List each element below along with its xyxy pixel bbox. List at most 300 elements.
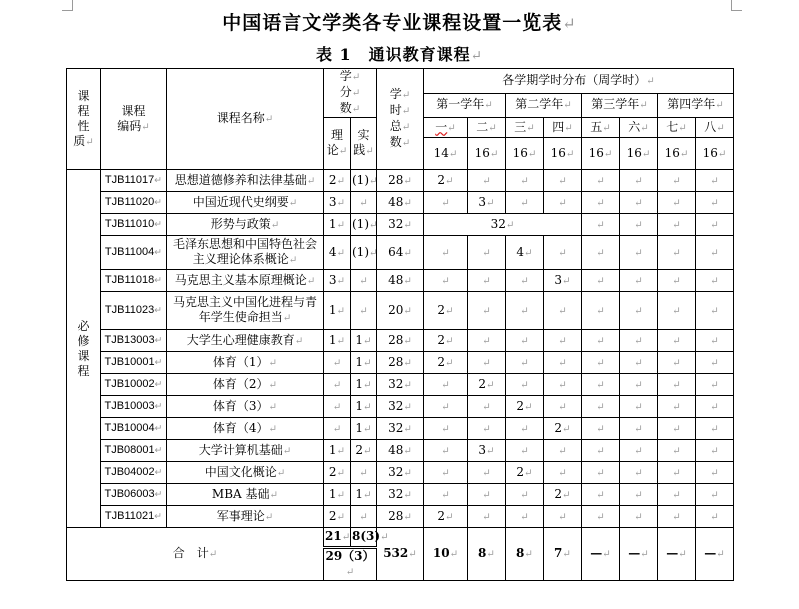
- semester-hours: [544, 352, 582, 374]
- semester-hours: [506, 484, 544, 506]
- course-name-text: MBA 基础: [211, 486, 270, 501]
- total-semester-hours-text: —: [704, 546, 717, 560]
- total-semester-hours: [696, 528, 734, 581]
- course-name-text: 大学生心理健康教育: [186, 332, 295, 347]
- credit-practice-text: (1): [352, 244, 369, 259]
- course-code: [101, 374, 167, 396]
- total-credit-practice-text: 8(3): [352, 529, 381, 543]
- semester-hours: [506, 440, 544, 462]
- semester-hours: [544, 292, 582, 330]
- semester-hours: [468, 484, 506, 506]
- header-semester: 四 ↵: [544, 118, 582, 138]
- semester-hours: [468, 270, 506, 292]
- semester-hours: [696, 396, 734, 418]
- header-nature: 课 程 性 质 ↵: [67, 69, 101, 170]
- semester-hours: [658, 506, 696, 528]
- credit-practice: [351, 236, 377, 270]
- total-semester-hours-text: —: [666, 546, 679, 560]
- total-hours-text: 32: [388, 420, 404, 435]
- semester-hours-text: 2: [516, 464, 525, 479]
- semester-hours: [468, 418, 506, 440]
- course-code-text: TJB06003: [104, 488, 155, 500]
- credit-practice: [351, 462, 377, 484]
- header-year-1: 第一学年 ↵: [424, 93, 506, 118]
- semester-hours: [620, 462, 658, 484]
- course-code: [101, 236, 167, 270]
- semester-hours: [424, 418, 468, 440]
- total-hours: [377, 506, 424, 528]
- credit-theory: [324, 374, 351, 396]
- course-code-text: TJB11004: [104, 246, 155, 258]
- total-hours-text: 28: [388, 172, 404, 187]
- header-weeks: 16 ↵: [544, 138, 582, 170]
- credit-practice: [351, 192, 377, 214]
- semester-hours: [620, 236, 658, 270]
- semester-hours: [582, 170, 620, 192]
- course-code-text: TJB11020: [104, 196, 155, 208]
- course-row: [67, 374, 773, 396]
- header-course-name: 课程名称 ↵: [167, 69, 324, 170]
- course-code: [101, 270, 167, 292]
- course-code: [101, 418, 167, 440]
- semester-hours: [658, 214, 696, 236]
- semester-hours: [582, 214, 620, 236]
- course-code-text: TJB11010: [104, 218, 155, 230]
- semester-hours: [544, 330, 582, 352]
- total-credit-theory: [324, 528, 351, 548]
- semester-hours: [696, 440, 734, 462]
- semester-hours: [544, 374, 582, 396]
- credit-theory: [324, 292, 351, 330]
- semester-hours-text: 2: [437, 172, 446, 187]
- credit-theory: [324, 484, 351, 506]
- credit-theory: [324, 236, 351, 270]
- course-code: [101, 352, 167, 374]
- credit-theory: [324, 214, 351, 236]
- course-code: [101, 170, 167, 192]
- total-semester-hours: [506, 528, 544, 581]
- semester-hours: [424, 506, 468, 528]
- credit-theory-text: 1: [328, 332, 337, 347]
- credit-practice: [351, 506, 377, 528]
- total-semester-hours-text: 8: [516, 546, 525, 560]
- caption-text: 表 1 通识教育课程: [315, 45, 471, 64]
- total-semester-hours: [620, 528, 658, 581]
- course-row: [67, 418, 773, 440]
- semester-hours: [544, 396, 582, 418]
- semester-hours: [620, 330, 658, 352]
- semester-hours: [582, 484, 620, 506]
- course-name: [167, 192, 324, 214]
- credit-theory: [324, 506, 351, 528]
- credit-practice-text: 1: [355, 332, 364, 347]
- semester-hours: [424, 236, 468, 270]
- header-semester: 三 ↵: [506, 118, 544, 138]
- total-hours-text: 48: [388, 442, 404, 457]
- semester-hours: [506, 292, 544, 330]
- semester-hours: [506, 270, 544, 292]
- total-hours: [377, 352, 424, 374]
- credit-theory-text: 2: [328, 172, 337, 187]
- category-required: [67, 170, 101, 528]
- semester-hours-text: 2: [437, 332, 446, 347]
- total-hours-text: 28: [388, 332, 404, 347]
- course-name-text: 毛泽东思想和中国特色社会主义理论体系概论: [172, 237, 317, 266]
- course-name-text: 马克思主义中国化进程与青年学生使命担当: [172, 295, 317, 324]
- semester-hours: [544, 440, 582, 462]
- course-name: [167, 374, 324, 396]
- course-code: [101, 484, 167, 506]
- course-name: [167, 506, 324, 528]
- semester-hours: [544, 484, 582, 506]
- semester-hours: [620, 192, 658, 214]
- credit-practice: [351, 440, 377, 462]
- course-row: [67, 462, 773, 484]
- credit-theory: [324, 330, 351, 352]
- semester-hours: [582, 292, 620, 330]
- credit-theory: [324, 418, 351, 440]
- semester-hours: [658, 484, 696, 506]
- course-name: [167, 170, 324, 192]
- total-hours-text: 32: [388, 464, 404, 479]
- semester-hours: [620, 270, 658, 292]
- semester-hours: [582, 396, 620, 418]
- course-row: [67, 270, 773, 292]
- total-hours-text: 28: [388, 354, 404, 369]
- semester-hours: [582, 330, 620, 352]
- credit-practice: [351, 396, 377, 418]
- semester-hours-text: 3: [478, 194, 487, 209]
- course-code-text: TJB10004: [104, 422, 155, 434]
- credit-theory: [324, 462, 351, 484]
- credit-theory: [324, 270, 351, 292]
- course-row: [67, 192, 773, 214]
- credit-practice: [351, 374, 377, 396]
- semester-hours: [696, 418, 734, 440]
- semester-hours: [506, 170, 544, 192]
- header-weeks: 16 ↵: [582, 138, 620, 170]
- semester-hours: [696, 462, 734, 484]
- semester-hours: [658, 440, 696, 462]
- course-row: [67, 214, 773, 236]
- semester-hours: [544, 170, 582, 192]
- semester-hours: [696, 236, 734, 270]
- semester-hours: [658, 236, 696, 270]
- semester-hours: [424, 440, 468, 462]
- header-semester-distribution: 各学期学时分布（周学时） ↵: [424, 69, 734, 94]
- course-code: [101, 440, 167, 462]
- credit-theory: [324, 396, 351, 418]
- course-code: [101, 506, 167, 528]
- semester-hours: [696, 506, 734, 528]
- course-row: [67, 484, 773, 506]
- credit-theory-text: 4: [328, 244, 337, 259]
- semester-hours: [506, 192, 544, 214]
- semester-hours: [468, 440, 506, 462]
- total-hours: [377, 192, 424, 214]
- course-row: [67, 170, 773, 192]
- course-code-text: TJB04002: [104, 466, 155, 478]
- credit-theory-text: 3: [328, 194, 337, 209]
- semester-hours: [544, 236, 582, 270]
- course-name: [167, 396, 324, 418]
- course-row: [67, 236, 773, 270]
- semester-hours: [658, 374, 696, 396]
- credit-practice-text: 1: [355, 486, 364, 501]
- credit-theory-text: 1: [328, 442, 337, 457]
- credit-practice: [351, 170, 377, 192]
- semester-hours: [506, 418, 544, 440]
- semester-hours: [544, 270, 582, 292]
- semester-hours-text: 2: [554, 486, 563, 501]
- course-code: [101, 192, 167, 214]
- course-name: [167, 484, 324, 506]
- course-name-text: 大学计算机基础: [198, 442, 283, 457]
- credit-practice: [351, 418, 377, 440]
- semester-hours: [424, 292, 468, 330]
- header-credits: 学 ↵ 分 ↵ 数 ↵: [324, 69, 377, 118]
- semester-hours: [620, 170, 658, 192]
- semester-hours: [424, 352, 468, 374]
- semester-hours-text: 3: [554, 272, 563, 287]
- credit-theory: [324, 352, 351, 374]
- semester-hours: [696, 352, 734, 374]
- course-code-text: TJB10002: [104, 378, 155, 390]
- credit-practice: [351, 214, 377, 236]
- document-title: [0, 8, 799, 35]
- course-row: [67, 396, 773, 418]
- title-text: 中国语言文学类各专业课程设置一览表: [222, 12, 563, 34]
- semester-hours: [658, 396, 696, 418]
- category-char: 程: [77, 363, 90, 378]
- course-name-text: 马克思主义基本原理概论: [174, 272, 307, 287]
- semester-hours: [696, 292, 734, 330]
- total-hours: [377, 292, 424, 330]
- semester-hours: [544, 418, 582, 440]
- total-credit-theory-text: 21: [325, 529, 342, 543]
- course-name: [167, 270, 324, 292]
- credit-practice: [351, 330, 377, 352]
- semester-hours: [468, 192, 506, 214]
- credit-practice-text: 1: [355, 354, 364, 369]
- semester-hours: [468, 170, 506, 192]
- semester-hours: [658, 418, 696, 440]
- total-credits-combined-text: 29（3）: [325, 549, 375, 563]
- semester-hours: [424, 484, 468, 506]
- course-code-text: TJB11021: [104, 510, 155, 522]
- credit-practice: [351, 484, 377, 506]
- course-name: [167, 418, 324, 440]
- course-code-text: TJB10003: [104, 400, 155, 412]
- course-row: [67, 506, 773, 528]
- credit-theory: [324, 170, 351, 192]
- semester-hours: [582, 506, 620, 528]
- credit-practice-text: 1: [355, 398, 364, 413]
- semester-hours-text: 3: [478, 442, 487, 457]
- header-credit-practice: 实 践 ↵: [351, 118, 377, 170]
- header-weeks: 16 ↵: [506, 138, 544, 170]
- total-hours: [377, 440, 424, 462]
- credit-practice-text: 1: [355, 420, 364, 435]
- semester-hours: [620, 440, 658, 462]
- course-name: [167, 462, 324, 484]
- course-row: [67, 292, 773, 330]
- credit-theory: [324, 192, 351, 214]
- semester-hours: [506, 352, 544, 374]
- total-hours: [377, 374, 424, 396]
- total-semester-hours: [424, 528, 468, 581]
- semester-hours: [658, 170, 696, 192]
- semester-hours-text: 2: [516, 398, 525, 413]
- semester-hours: [506, 462, 544, 484]
- course-code: [101, 396, 167, 418]
- total-hours-text: 32: [388, 398, 404, 413]
- course-name: [167, 352, 324, 374]
- credit-theory: [324, 440, 351, 462]
- course-name-text: 中国文化概论: [204, 464, 277, 479]
- course-name-text: 体育（1）: [212, 354, 269, 369]
- course-code-text: TJB13003: [104, 334, 155, 346]
- semester-hours-text: 4: [516, 244, 525, 259]
- course-name-text: 体育（2）: [212, 376, 269, 391]
- semester-hours: [544, 506, 582, 528]
- total-hours-text: 32: [388, 486, 404, 501]
- total-credit-practice: [351, 528, 381, 548]
- course-name: [167, 330, 324, 352]
- total-hours-text: 28: [388, 508, 404, 523]
- total-hours-text: 32: [388, 216, 404, 231]
- semester-hours: [582, 462, 620, 484]
- header-semester: 二 ↵: [468, 118, 506, 138]
- semester-hours: [696, 330, 734, 352]
- semester-hours-text: 2: [437, 302, 446, 317]
- total-semester-hours-text: 7: [554, 546, 563, 560]
- semester-hours-text: 2: [554, 420, 563, 435]
- semester-hours: [620, 352, 658, 374]
- course-name: [167, 214, 324, 236]
- total-hours: [377, 270, 424, 292]
- semester-hours: [544, 192, 582, 214]
- total-hours-text: 532: [383, 546, 409, 560]
- course-code-text: TJB11018: [104, 274, 155, 286]
- semester-hours: [658, 192, 696, 214]
- header-weeks: 16 ↵: [468, 138, 506, 170]
- total-hours-text: 32: [388, 376, 404, 391]
- semester-hours: [620, 484, 658, 506]
- semester-hours: [424, 270, 468, 292]
- course-code-text: TJB11023: [104, 304, 155, 316]
- semester-hours: [620, 506, 658, 528]
- total-hours-text: 48: [388, 272, 404, 287]
- semester-hours: [658, 292, 696, 330]
- credit-theory-text: 2: [328, 464, 337, 479]
- semester-hours: [620, 214, 658, 236]
- header-weeks: 16 ↵: [620, 138, 658, 170]
- total-credits-combined: [324, 548, 377, 581]
- semester-hours: [582, 440, 620, 462]
- course-name: [167, 292, 324, 330]
- total-hours-text: 20: [388, 302, 404, 317]
- course-name-text: 思想道德修养和法律基础: [174, 172, 307, 187]
- total-hours: [377, 330, 424, 352]
- course-name-text: 体育（3）: [212, 398, 269, 413]
- semester-hours: [506, 506, 544, 528]
- total-semester-hours-text: 10: [432, 546, 450, 560]
- credit-practice: [351, 352, 377, 374]
- semester-hours: [582, 236, 620, 270]
- course-code-text: TJB11017: [104, 174, 155, 186]
- category-char: 课: [77, 348, 90, 363]
- total-hours: [377, 236, 424, 270]
- course-name-text: 中国近现代史纲要: [192, 194, 289, 209]
- semester-hours: [506, 396, 544, 418]
- header-year-2: 第二学年 ↵: [506, 93, 582, 118]
- total-hours: [377, 214, 424, 236]
- total-hours: [377, 484, 424, 506]
- semester-hours: [696, 192, 734, 214]
- course-row: [67, 352, 773, 374]
- semester-hours: [620, 418, 658, 440]
- credit-theory-text: 2: [328, 508, 337, 523]
- total-semester-hours-text: —: [628, 546, 641, 560]
- credit-theory-text: 3: [328, 272, 337, 287]
- header-semester: 八 ↵: [696, 118, 734, 138]
- semester-hours: [696, 270, 734, 292]
- semester-hours: [582, 192, 620, 214]
- semester-span-value-text: 32: [490, 216, 506, 231]
- semester-hours-text: 2: [437, 354, 446, 369]
- credit-theory-text: 1: [328, 216, 337, 231]
- total-hours: [377, 396, 424, 418]
- semester-hours: [696, 374, 734, 396]
- credit-theory-text: 1: [328, 486, 337, 501]
- course-table: [66, 68, 773, 581]
- credit-practice-text: (1): [352, 172, 369, 187]
- header-credit-theory: 理 论 ↵: [324, 118, 351, 170]
- semester-hours: [506, 236, 544, 270]
- semester-hours-text: 2: [437, 508, 446, 523]
- semester-hours: [658, 330, 696, 352]
- semester-hours: [424, 462, 468, 484]
- semester-hours: [506, 374, 544, 396]
- credit-practice-text: 1: [355, 376, 364, 391]
- semester-hours: [468, 352, 506, 374]
- semester-hours: [468, 236, 506, 270]
- category-char: 修: [77, 333, 90, 348]
- header-semester: 五 ↵: [582, 118, 620, 138]
- semester-span-value: [424, 214, 582, 236]
- total-hours: [377, 418, 424, 440]
- course-name: [167, 236, 324, 270]
- semester-hours: [468, 506, 506, 528]
- paragraph-mark: [562, 14, 577, 33]
- semester-hours: [620, 292, 658, 330]
- semester-hours: [424, 170, 468, 192]
- semester-hours: [468, 330, 506, 352]
- total-semester-hours-text: 8: [478, 546, 487, 560]
- course-row: [67, 330, 773, 352]
- table-caption: [0, 42, 799, 65]
- paragraph-mark: [471, 48, 483, 64]
- total-hours: [377, 170, 424, 192]
- course-row: [67, 440, 773, 462]
- category-char: 必: [77, 318, 90, 333]
- semester-hours: [696, 484, 734, 506]
- semester-hours: [468, 396, 506, 418]
- semester-hours: [424, 192, 468, 214]
- header-weeks: 16 ↵: [658, 138, 696, 170]
- total-semester-hours: [658, 528, 696, 581]
